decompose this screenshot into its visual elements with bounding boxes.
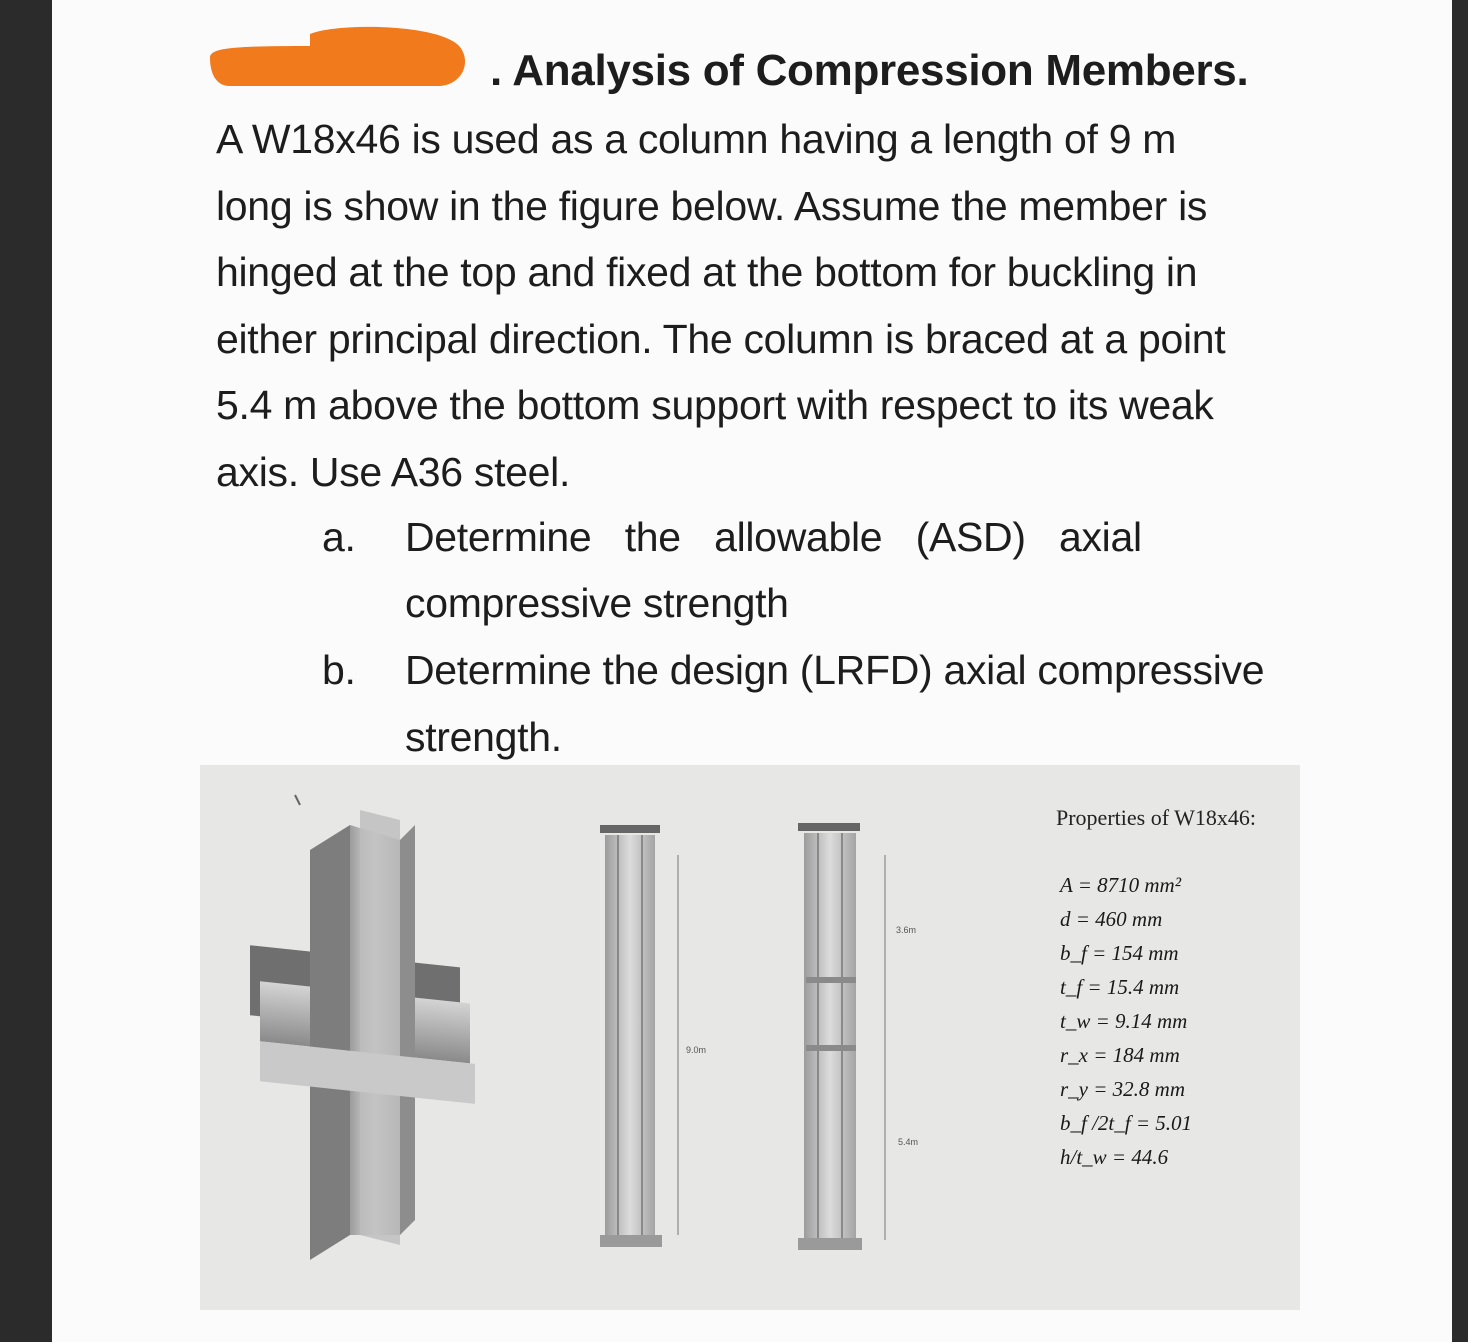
item-b-marker: b. xyxy=(322,647,356,693)
dimension-total: 9.0m xyxy=(686,1045,707,1055)
dimension-upper: 3.6m xyxy=(896,925,917,935)
item-b-text: Determine the design (LRFD) axial compressive xyxy=(405,647,1265,693)
property-line: r_y = 32.8 mm xyxy=(1060,1077,1185,1101)
redaction-mark xyxy=(200,20,470,96)
properties-title: Properties of W18x46: xyxy=(1056,805,1257,830)
problem-line: either principal direction. The column is braced at a point xyxy=(216,316,1226,362)
property-line: d = 460 mm xyxy=(1060,907,1163,931)
item-a-text: Determine the allowable (ASD) axial xyxy=(405,514,1142,560)
property-line: t_f = 15.4 mm xyxy=(1060,975,1180,999)
item-a-text: compressive strength xyxy=(405,580,789,626)
problem-line: hinged at the top and fixed at the bottom for buckling in xyxy=(216,249,1198,295)
column-drawings xyxy=(200,765,1020,1310)
column-elevation-1 xyxy=(600,825,678,1247)
isometric-wide-flange xyxy=(250,795,475,1260)
property-line: A = 8710 mm² xyxy=(1060,873,1181,897)
problem-line: 5.4 m above the bottom support with respect to its weak xyxy=(216,382,1214,428)
problem-line: long is show in the figure below. Assume the member is xyxy=(216,183,1208,229)
property-line: b_f = 154 mm xyxy=(1060,941,1179,965)
column-figure xyxy=(200,765,1300,1310)
item-a-marker: a. xyxy=(322,514,356,560)
column-elevation-2 xyxy=(798,823,885,1250)
dimension-lower: 5.4m xyxy=(898,1137,919,1147)
property-line: t_w = 9.14 mm xyxy=(1060,1009,1188,1033)
property-line: b_f /2t_f = 5.01 xyxy=(1060,1111,1193,1135)
problem-line: A W18x46 is used as a column having a length of 9 m xyxy=(216,116,1177,162)
property-line: h/t_w = 44.6 xyxy=(1060,1145,1169,1169)
problem-title: . Analysis of Compression Members. xyxy=(490,46,1249,95)
item-b-text: strength. xyxy=(405,714,562,760)
property-line: r_x = 184 mm xyxy=(1060,1043,1180,1067)
problem-line: axis. Use A36 steel. xyxy=(216,449,571,495)
